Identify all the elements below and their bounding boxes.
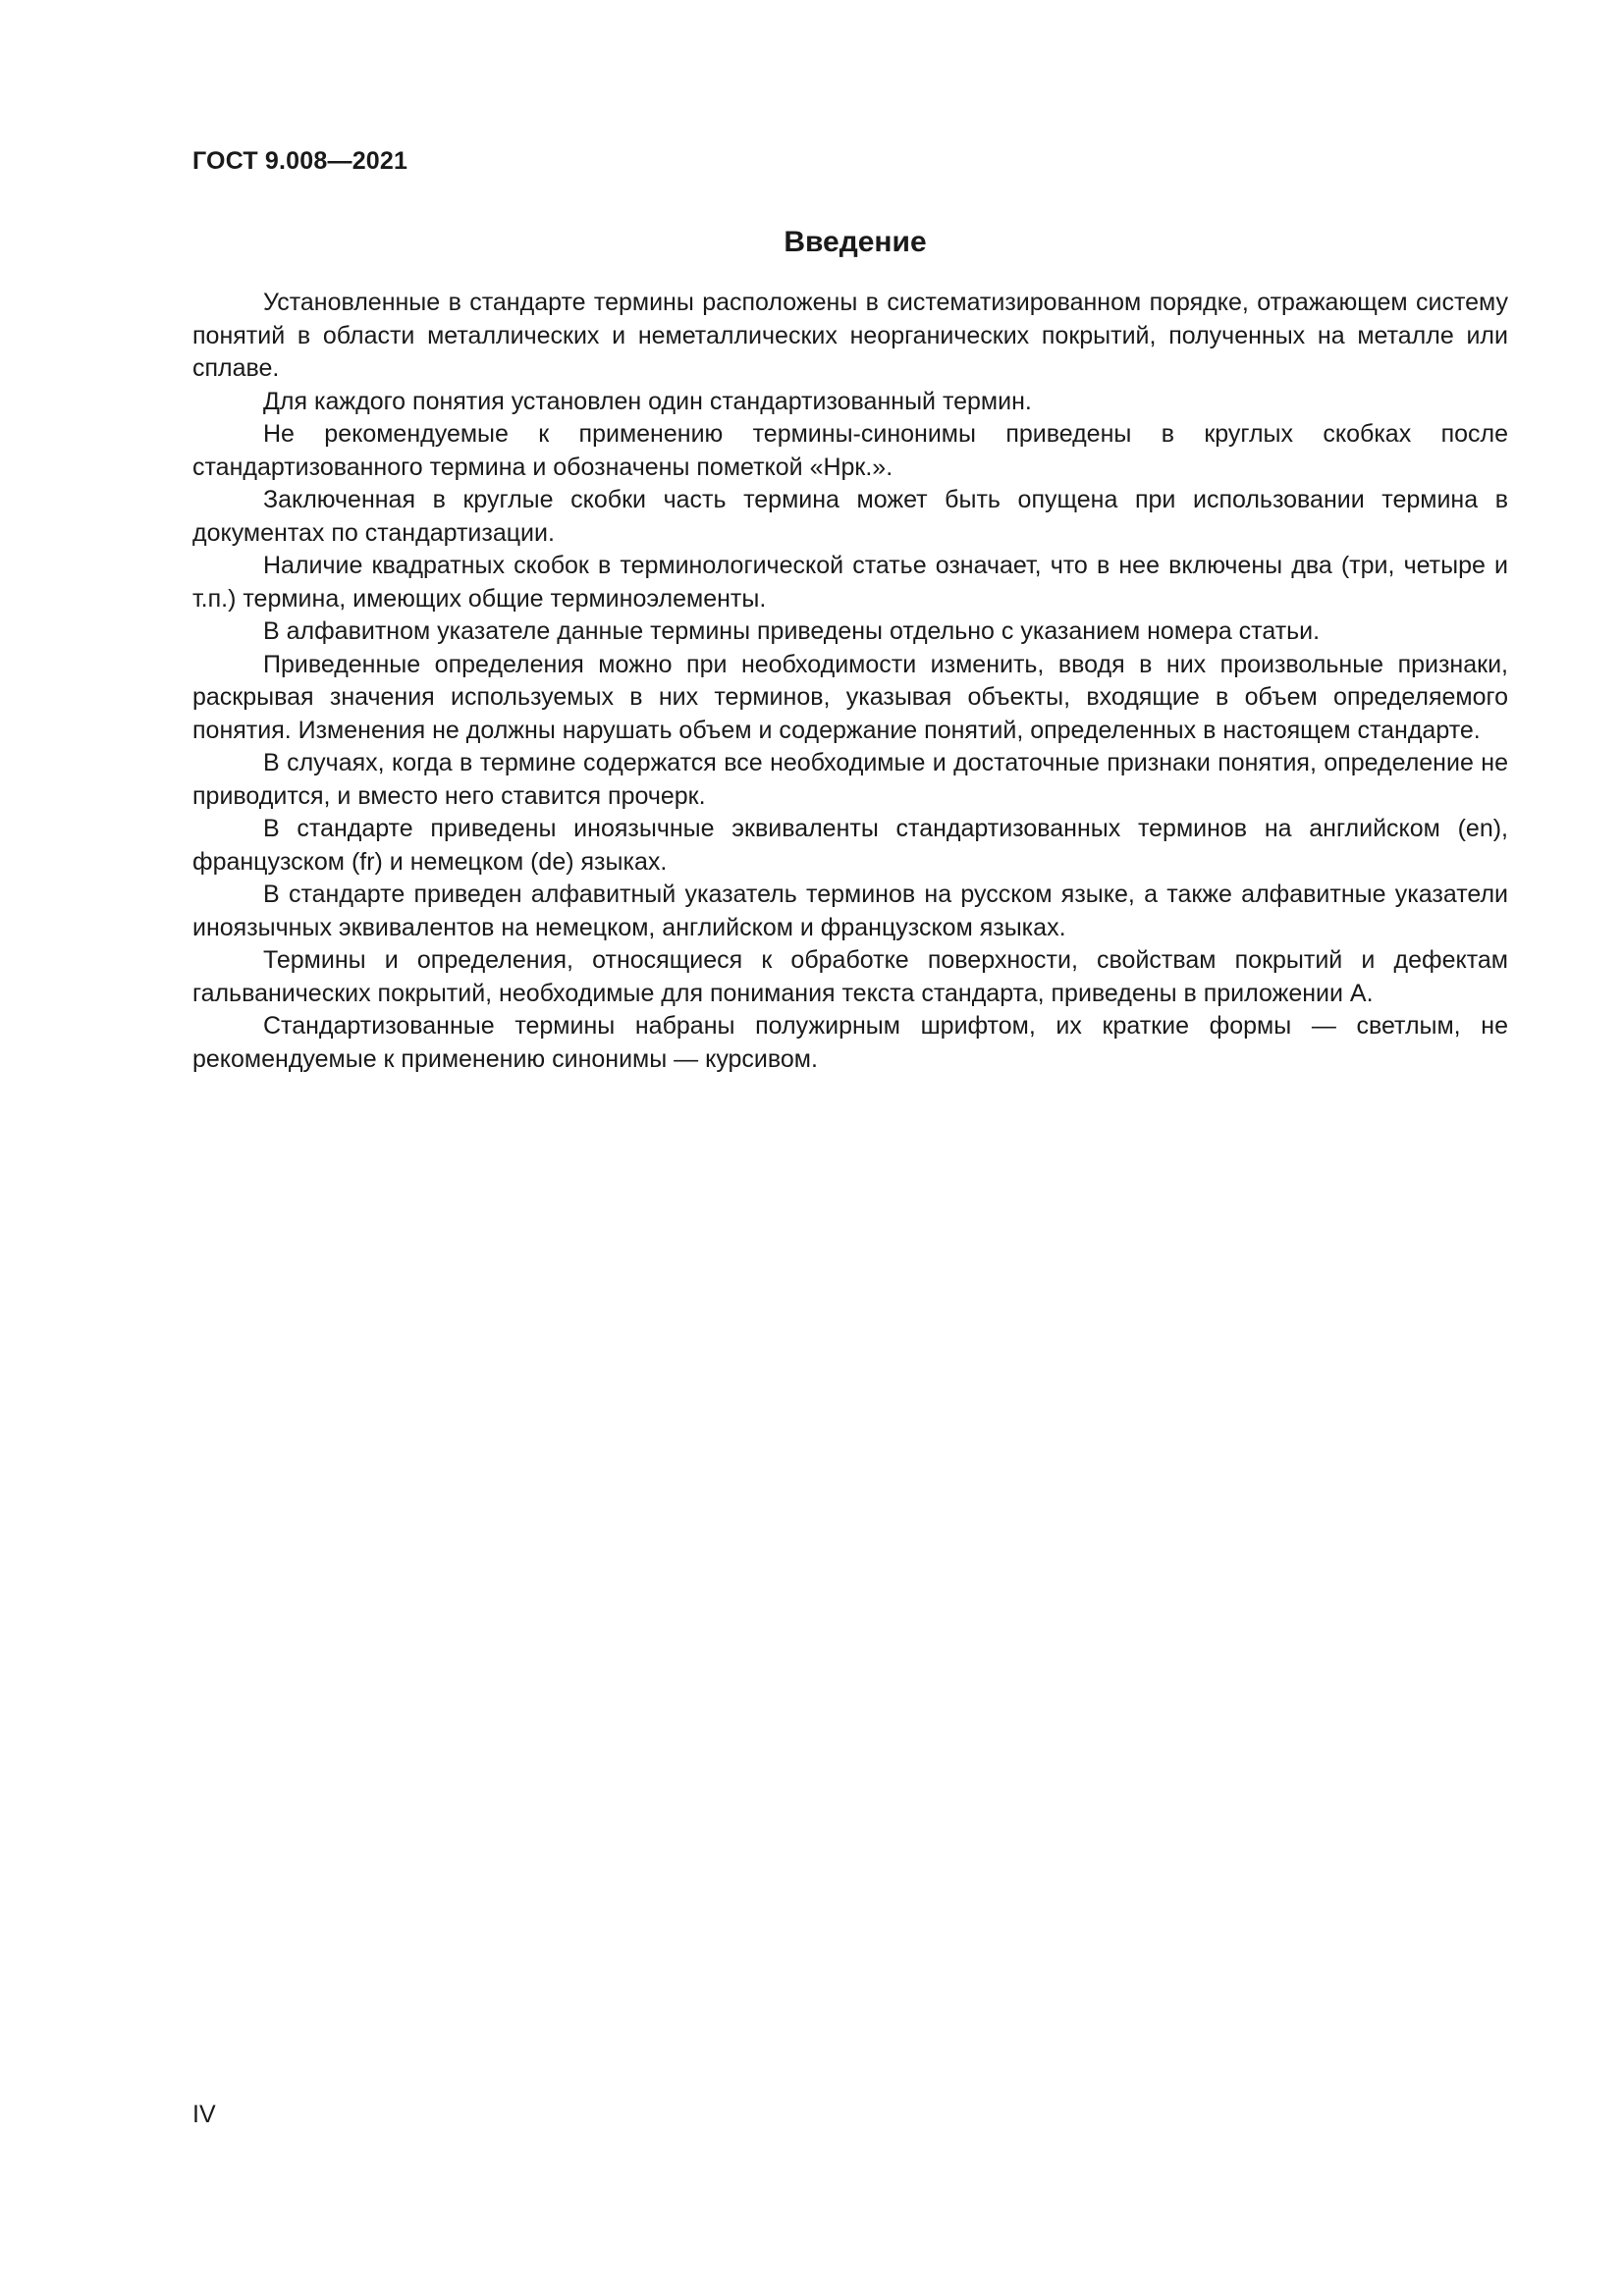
paragraph: Термины и определения, относящиеся к обработке поверхности, свойствам покрытий и дефектам гальванических покрытий, необходимые для понимания текста стандарта, приведены в приложении А. <box>192 946 1508 1007</box>
paragraph: Наличие квадратных скобок в терминологической статье означает, что в нее включены два (три, четыре и т.п.) термина, имеющих общие терминоэлементы. <box>192 552 1508 613</box>
body-text <box>192 287 1508 1076</box>
paragraph: В стандарте приведены иноязычные эквиваленты стандартизованных терминов на английском (en), французском (fr) и немецком (de) языках. <box>192 815 1508 876</box>
paragraph: Заключенная в круглые скобки часть термина может быть опущена при использовании термина в документах по стандартизации. <box>192 486 1508 547</box>
paragraph: Приведенные определения можно при необходимости изменить, вводя в них произвольные признаки, раскрывая значения используемых в них терминов, указывая объекты, входящие в объем определяемого понятия. Изменения не должны нарушать объем и содержание понятий, определенных в настоящем стандарте. <box>192 650 1508 744</box>
page-number: IV <box>192 2101 216 2128</box>
paragraph: Установленные в стандарте термины расположены в систематизированном порядке, отражающем систему понятий в области металлических и неметаллических неорганических покрытий, полученных на металле или сплаве. <box>192 289 1508 382</box>
paragraph: В алфавитном указателе данные термины приведены отдельно с указанием номера статьи. <box>263 617 1321 645</box>
paragraph: В стандарте приведен алфавитный указатель терминов на русском языке, а также алфавитные указатели иноязычных эквивалентов на немецком, английском и французском языках. <box>192 881 1508 941</box>
paragraph: Стандартизованные термины набраны полужирным шрифтом, их краткие формы — светлым, не рекомендуемые к применению синонимы — курсивом. <box>192 1012 1508 1073</box>
section-title: Введение <box>784 226 927 258</box>
paragraph: Для каждого понятия установлен один стандартизованный термин. <box>263 387 1032 415</box>
document-code: ГОСТ 9.008—2021 <box>192 147 408 175</box>
paragraph: Не рекомендуемые к применению термины-синонимы приведены в круглых скобках после стандартизованного термина и обозначены пометкой «Нрк.». <box>192 420 1508 481</box>
paragraph: В случаях, когда в термине содержатся все необходимые и достаточные признаки понятия, определение не приводится, и вместо него ставится прочерк. <box>192 749 1508 810</box>
